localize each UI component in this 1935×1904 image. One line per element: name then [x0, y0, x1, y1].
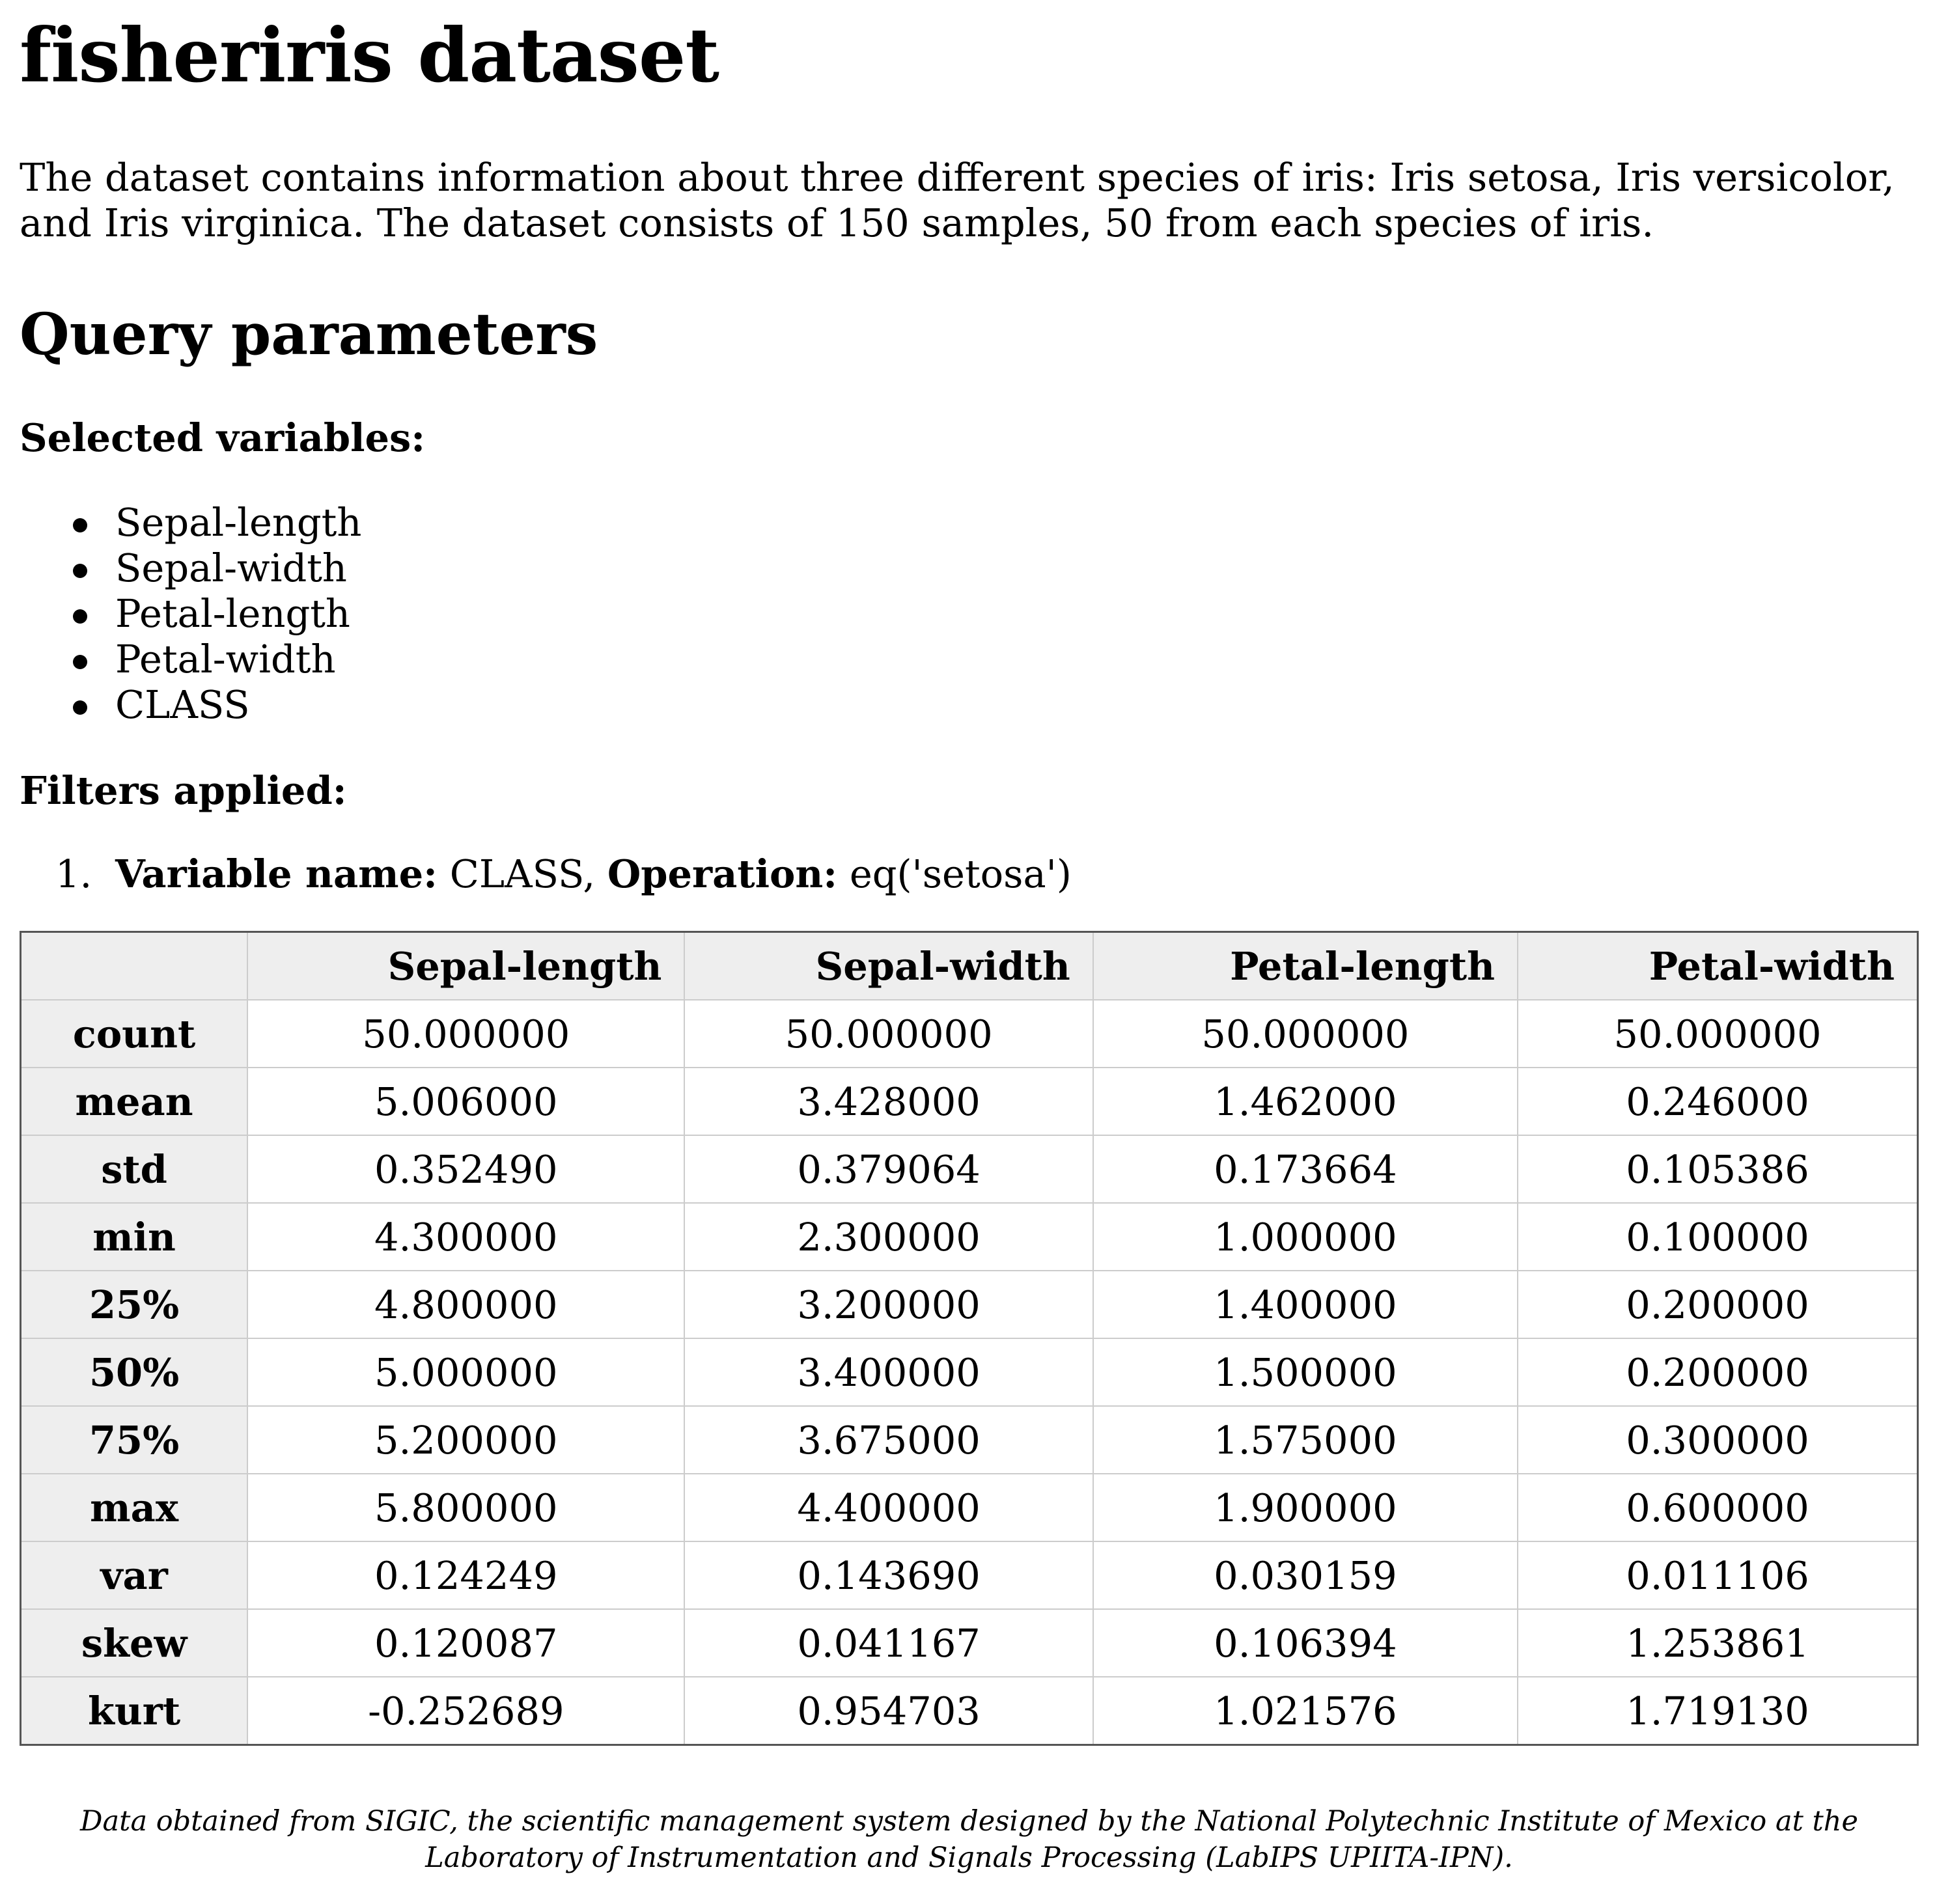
row-header: 75%	[21, 1406, 248, 1474]
list-item	[20, 545, 1921, 591]
table-cell: 5.200000	[247, 1406, 684, 1474]
source-footer: Data obtained from SIGIC, the scientific management system designed by the National Polytechnic Institute of Mexico at the Laboratory of Instrumentation and Signals Processing (LabIPS UPIITA-IPN).	[80, 1805, 1858, 1874]
filters-label: Filters applied:	[20, 768, 347, 813]
table-cell: 3.675000	[684, 1406, 1093, 1474]
filter-index: 1.	[55, 851, 92, 896]
list-item	[20, 682, 1921, 728]
list-item	[20, 637, 1921, 682]
bullet-icon	[73, 564, 87, 578]
table-cell: 4.800000	[247, 1271, 684, 1338]
report-page	[20, 0, 1921, 1904]
row-header: kurt	[21, 1677, 248, 1745]
row-header: count	[21, 1000, 248, 1068]
operation-label: Operation:	[607, 851, 838, 896]
variable-name: CLASS	[115, 682, 250, 727]
table-row	[21, 1203, 1918, 1271]
table-cell: 0.954703	[684, 1677, 1093, 1745]
table-cell: 50.000000	[684, 1000, 1093, 1068]
dataset-description: The dataset contains information about three different species of iris: Iris setosa, Iris versicolor, and Iris virginica. The dataset consists of 150 samples, 50 from each species of iris.	[20, 155, 1895, 245]
row-header: 25%	[21, 1271, 248, 1338]
table-corner-cell	[21, 932, 248, 1000]
table-cell: 0.041167	[684, 1609, 1093, 1677]
table-cell: 0.106394	[1093, 1609, 1518, 1677]
table-cell: 0.143690	[684, 1541, 1093, 1609]
row-header: var	[21, 1541, 248, 1609]
table-cell: 1.719130	[1518, 1677, 1917, 1745]
table-row	[21, 1677, 1918, 1745]
variable-name-label: Variable name:	[115, 851, 438, 896]
table-cell: 50.000000	[247, 1000, 684, 1068]
table-cell: 0.600000	[1518, 1474, 1917, 1541]
selected-variables-label: Selected variables:	[20, 415, 426, 460]
table-header-row	[21, 932, 1918, 1000]
selected-variables-list	[20, 500, 1921, 728]
table-cell: 0.379064	[684, 1135, 1093, 1203]
statistics-table	[20, 931, 1919, 1746]
table-cell: 0.352490	[247, 1135, 684, 1203]
table-cell: 50.000000	[1518, 1000, 1917, 1068]
table-cell: 5.800000	[247, 1474, 684, 1541]
table-cell: 1.253861	[1518, 1609, 1917, 1677]
variable-name-value: CLASS,	[449, 851, 596, 896]
table-cell: 0.100000	[1518, 1203, 1917, 1271]
table-cell: 0.200000	[1518, 1271, 1917, 1338]
list-item	[20, 500, 1921, 545]
table-cell: 3.200000	[684, 1271, 1093, 1338]
table-row	[21, 1135, 1918, 1203]
operation-value: eq('setosa')	[849, 851, 1072, 896]
column-header: Sepal-width	[684, 932, 1093, 1000]
column-header: Petal-width	[1518, 932, 1917, 1000]
table-cell: 1.500000	[1093, 1338, 1518, 1406]
table-cell: 1.021576	[1093, 1677, 1518, 1745]
column-header: Sepal-length	[247, 932, 684, 1000]
table-row	[21, 1541, 1918, 1609]
table-cell: 3.400000	[684, 1338, 1093, 1406]
table-row	[21, 1474, 1918, 1541]
table-cell: 0.105386	[1518, 1135, 1917, 1203]
table-cell: 0.173664	[1093, 1135, 1518, 1203]
table-cell: 1.575000	[1093, 1406, 1518, 1474]
filter-item	[20, 851, 1921, 897]
row-header: max	[21, 1474, 248, 1541]
table-cell: 0.200000	[1518, 1338, 1917, 1406]
variable-name: Petal-length	[115, 591, 350, 636]
table-cell: 1.900000	[1093, 1474, 1518, 1541]
table-row	[21, 1609, 1918, 1677]
column-header: Petal-length	[1093, 932, 1518, 1000]
table-row	[21, 1271, 1918, 1338]
page-title: fisheriris dataset	[20, 12, 719, 99]
table-cell: 1.462000	[1093, 1068, 1518, 1135]
bullet-icon	[73, 518, 87, 532]
row-header: 50%	[21, 1338, 248, 1406]
table-row	[21, 1068, 1918, 1135]
table-row	[21, 1338, 1918, 1406]
row-header: skew	[21, 1609, 248, 1677]
bullet-icon	[73, 655, 87, 669]
query-heading: Query parameters	[20, 300, 598, 368]
bullet-icon	[73, 700, 87, 715]
table-cell: 1.400000	[1093, 1271, 1518, 1338]
table-cell: 3.428000	[684, 1068, 1093, 1135]
table-cell: 0.120087	[247, 1609, 684, 1677]
row-header: std	[21, 1135, 248, 1203]
table-cell: 50.000000	[1093, 1000, 1518, 1068]
row-header: min	[21, 1203, 248, 1271]
row-header: mean	[21, 1068, 248, 1135]
table-cell: 0.246000	[1518, 1068, 1917, 1135]
table-cell: 4.400000	[684, 1474, 1093, 1541]
table-row	[21, 1000, 1918, 1068]
table-cell: 4.300000	[247, 1203, 684, 1271]
table-cell: 0.011106	[1518, 1541, 1917, 1609]
table-body	[21, 1000, 1918, 1745]
variable-name: Petal-width	[115, 637, 336, 682]
variable-name: Sepal-length	[115, 500, 362, 545]
list-item	[20, 591, 1921, 637]
table-cell: -0.252689	[247, 1677, 684, 1745]
table-cell: 0.300000	[1518, 1406, 1917, 1474]
table-cell: 2.300000	[684, 1203, 1093, 1271]
table-cell: 1.000000	[1093, 1203, 1518, 1271]
variable-name: Sepal-width	[115, 545, 347, 590]
bullet-icon	[73, 609, 87, 624]
table-cell: 5.006000	[247, 1068, 684, 1135]
table-row	[21, 1406, 1918, 1474]
table-cell: 5.000000	[247, 1338, 684, 1406]
filters-list	[20, 851, 1921, 897]
table-cell: 0.030159	[1093, 1541, 1518, 1609]
table-cell: 0.124249	[247, 1541, 684, 1609]
